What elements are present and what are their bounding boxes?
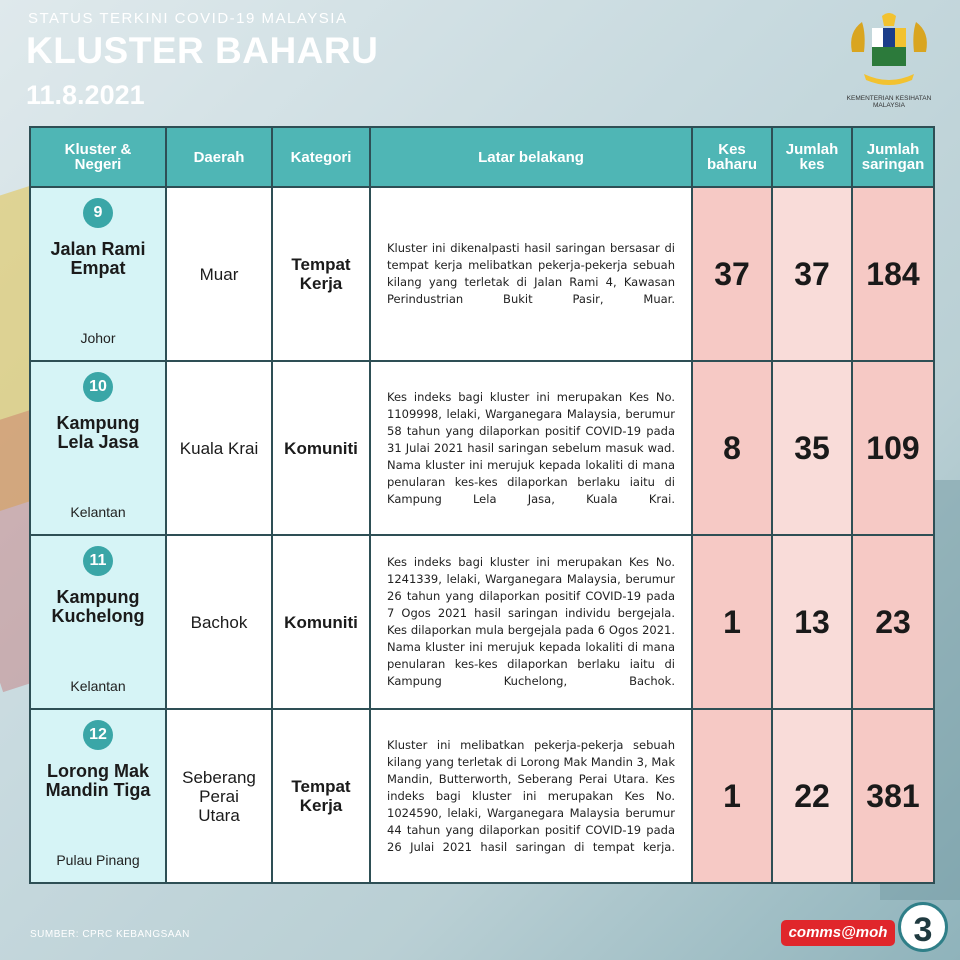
header-daerah: Daerah (166, 127, 272, 187)
jumlah-kes-cell: 37 (772, 187, 852, 361)
kes-baharu-cell: 1 (692, 535, 772, 709)
cluster-cell (30, 709, 166, 883)
cluster-name: Jalan Rami Empat (50, 239, 146, 278)
table-row (30, 535, 934, 709)
cluster-cell (30, 535, 166, 709)
latar-cell: Kluster ini melibatkan pekerja-pekerja sebuah kilang yang terletak di Lorong Mak Mandin 3, Mak Mandin, Butterworth, Seberang Perai Utara. Kes indeks bagi kluster ini merupakan Kes No. 1024590, lelaki, Warganegara Malaysia berumur 44 tahun yang dilaporkan positif COVID-19 pada 26 Julai 2021 hasil saringan di tempat kerja. (370, 709, 692, 883)
daerah-cell: Muar (166, 187, 272, 361)
cluster-name: Kampung Lela Jasa (56, 413, 140, 452)
table-row (30, 187, 934, 361)
page-title: KLUSTER BAHARU (26, 30, 379, 71)
page-date: 11.8.2021 (26, 80, 145, 110)
header-kluster: Kluster & Negeri (30, 127, 166, 187)
jumlah-kes-cell: 13 (772, 535, 852, 709)
cluster-cell (30, 361, 166, 535)
header-kategori: Kategori (272, 127, 370, 187)
cluster-number-badge: 10 (83, 372, 113, 402)
table-header-row (30, 127, 934, 187)
jumlah-kes-cell: 35 (772, 361, 852, 535)
cluster-cell (30, 187, 166, 361)
kategori-cell: Tempat Kerja (272, 187, 370, 361)
footer-source: SUMBER: CPRC KEBANGSAAN (30, 929, 190, 940)
cluster-name: Kampung Kuchelong (51, 587, 145, 626)
header-jumlah-saringan: Jumlah saringan (852, 127, 934, 187)
cluster-number-badge: 9 (83, 198, 113, 228)
comms-badge: comms@moh (781, 920, 895, 946)
cluster-state: Pulau Pinang (56, 852, 140, 868)
header-latar: Latar belakang (370, 127, 692, 187)
daerah-cell: Seberang Perai Utara (166, 709, 272, 883)
header-kes-baharu: Kes baharu (692, 127, 772, 187)
ministry-name: KEMENTERIAN KESIHATAN MALAYSIA (846, 95, 932, 109)
header-jumlah-kes: Jumlah kes (772, 127, 852, 187)
kes-baharu-cell: 1 (692, 709, 772, 883)
cluster-name: Lorong Mak Mandin Tiga (45, 761, 151, 800)
malaysia-coat-of-arms-icon (842, 12, 936, 90)
cluster-state: Kelantan (70, 678, 126, 694)
kategori-cell: Komuniti (272, 535, 370, 709)
header-kicker: STATUS TERKINI COVID-19 MALAYSIA (28, 10, 348, 27)
jumlah-saringan-cell: 184 (852, 187, 934, 361)
latar-cell: Kes indeks bagi kluster ini merupakan Kes No. 1241339, lelaki, Warganegara Malaysia, berumur 26 tahun yang dilaporkan positif COVID-19 pada 7 Ogos 2021 hasil saringan individu bergejala. Kes dilaporkan mula bergejala pada 6 Ogos 2021. Nama kluster ini merujuk kepada lokaliti di mana penularan kes-kes dilaporkan berlaku iaitu di Kampung Kuchelong, Bachok. (370, 535, 692, 709)
jumlah-kes-cell: 22 (772, 709, 852, 883)
kategori-cell: Komuniti (272, 361, 370, 535)
cluster-state: Johor (80, 330, 116, 346)
cluster-number-badge: 12 (83, 720, 113, 750)
jumlah-saringan-cell: 23 (852, 535, 934, 709)
daerah-cell: Bachok (166, 535, 272, 709)
cluster-state: Kelantan (70, 504, 126, 520)
cluster-number-badge: 11 (83, 546, 113, 576)
table-row (30, 361, 934, 535)
kes-baharu-cell: 8 (692, 361, 772, 535)
latar-cell: Kluster ini dikenalpasti hasil saringan bersasar di tempat kerja melibatkan pekerja-pekerja sebuah kilang yang terletak di Jalan Rami 4, Kawasan Perindustrian Bukit Pasir, Muar. (370, 187, 692, 361)
kategori-cell: Tempat Kerja (272, 709, 370, 883)
latar-cell: Kes indeks bagi kluster ini merupakan Kes No. 1109998, lelaki, Warganegara Malaysia, berumur 58 tahun yang dilaporkan positif COVID-19 pada 31 Julai 2021 hasil saringan sebelum masuk wad. Nama kluster ini merujuk kepada lokaliti di mana penularan kes-kes dilaporkan berlaku iaitu di Kampung Lela Jasa, Kuala Krai. (370, 361, 692, 535)
daerah-cell: Kuala Krai (166, 361, 272, 535)
cluster-table (29, 126, 935, 884)
jumlah-saringan-cell: 109 (852, 361, 934, 535)
table-row (30, 709, 934, 883)
page-number: 3 (898, 902, 948, 952)
kes-baharu-cell: 37 (692, 187, 772, 361)
jumlah-saringan-cell: 381 (852, 709, 934, 883)
